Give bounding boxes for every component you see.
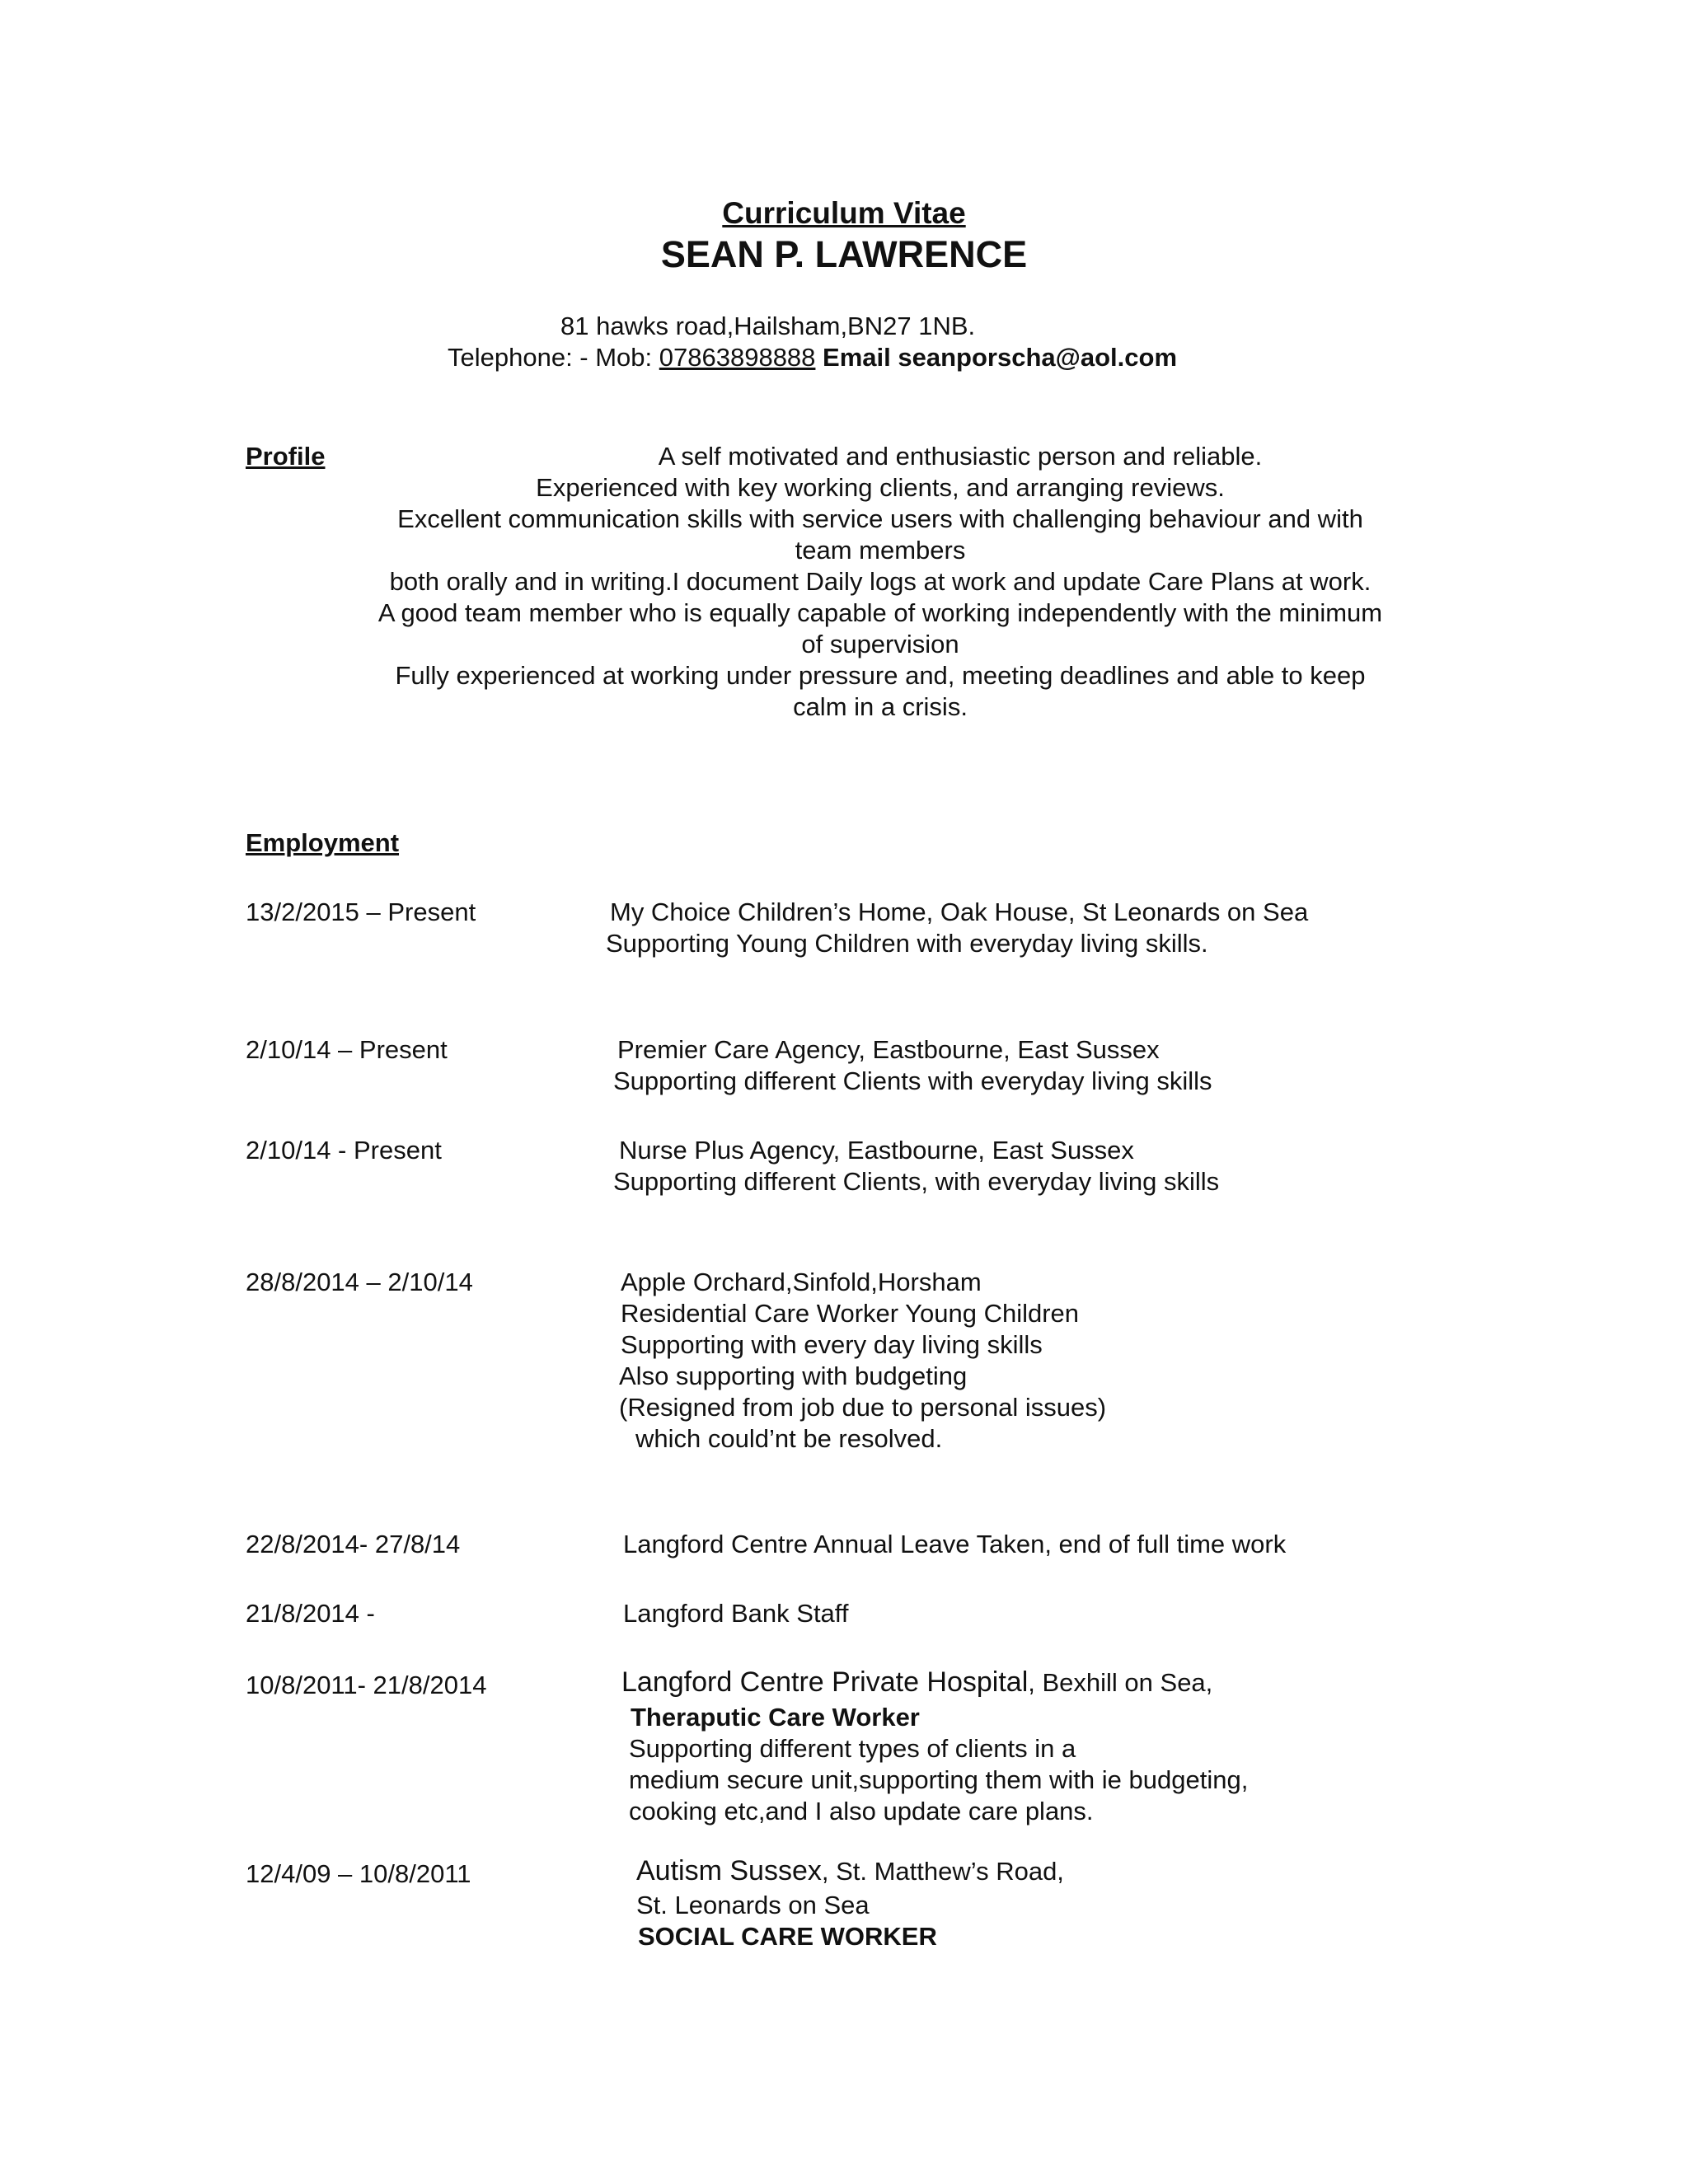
employment-date: 10/8/2011- 21/8/2014 (246, 1671, 487, 1699)
employment-line: Nurse Plus Agency, Eastbourne, East Sussex (619, 1136, 1134, 1165)
employer-name: Langford Centre Private Hospital (621, 1666, 1029, 1698)
profile-line: Excellent communication skills with service users with challenging behaviour and with (397, 504, 1363, 533)
profile-line: A self motivated and enthusiastic person and reliable. (658, 442, 1263, 471)
employment-date: 22/8/2014- 27/8/14 (246, 1530, 461, 1558)
employment-date: 13/2/2015 – Present (246, 898, 476, 926)
employment-line: My Choice Children’s Home, Oak House, St Leonards on Sea (610, 898, 1309, 926)
job-role: SOCIAL CARE WORKER (638, 1922, 937, 1951)
profile-line: both orally and in writing.I document Daily logs at work and update Care Plans at work. (389, 567, 1372, 596)
phone-label: Telephone: - Mob: (448, 343, 659, 372)
employment-line: cooking etc,and I also update care plans. (629, 1797, 1094, 1825)
employment-line: Supporting different types of clients in a (629, 1734, 1076, 1763)
profile-line: Fully experienced at working under pressure and, meeting deadlines and able to keep (395, 661, 1366, 690)
employment-line: Langford Centre Annual Leave Taken, end of full time work (623, 1530, 1287, 1558)
employment-date: 28/8/2014 – 2/10/14 (246, 1268, 473, 1296)
candidate-name: SEAN P. LAWRENCE (660, 233, 1028, 275)
profile-line: Experienced with key working clients, and arranging reviews. (536, 473, 1225, 502)
employment-line: Supporting different Clients with everyday living skills (613, 1066, 1212, 1095)
address: 81 hawks road,Hailsham,BN27 1NB. (560, 312, 976, 340)
employment-line: Premier Care Agency, Eastbourne, East Sussex (617, 1035, 1160, 1064)
contact-line (448, 343, 1177, 373)
employment-line: Also supporting with budgeting (619, 1361, 968, 1390)
employer-name: Autism Sussex (636, 1855, 822, 1886)
profile-line: A good team member who is equally capable of working independently with the minimum (377, 598, 1383, 627)
employment-line: Supporting Young Children with everyday living skills. (606, 929, 1208, 958)
phone-number[interactable]: 07863898888 (659, 343, 816, 372)
employment-line: which could’nt be resolved. (635, 1424, 943, 1453)
employment-date: 2/10/14 – Present (246, 1035, 448, 1064)
employment-line: (Resigned from job due to personal issues) (619, 1393, 1107, 1422)
document-title: Curriculum Vitae (722, 196, 966, 230)
employment-line: Langford Bank Staff (623, 1599, 849, 1628)
employment-line: Apple Orchard,Sinfold,Horsham (621, 1268, 982, 1296)
employment-line: Supporting different Clients, with everyday living skills (613, 1167, 1220, 1196)
employment-place-line (621, 1666, 1212, 1699)
employment-line: medium secure unit,supporting them with ie budgeting, (629, 1765, 1249, 1794)
employment-line: Residential Care Worker Young Children (621, 1299, 1080, 1328)
employment-date: 12/4/09 – 10/8/2011 (246, 1859, 471, 1888)
profile-line: calm in a crisis. (793, 692, 968, 721)
employment-date: 21/8/2014 - (246, 1599, 375, 1628)
profile-line: of supervision (801, 630, 959, 658)
profile-line: team members (795, 536, 966, 565)
employment-line: St. Leonards on Sea (636, 1891, 870, 1919)
profile-heading: Profile (246, 442, 326, 471)
employer-location: , Bexhill on Sea, (1028, 1668, 1213, 1697)
employment-line: Supporting with every day living skills (621, 1330, 1043, 1359)
email-address[interactable]: seanporscha@aol.com (898, 343, 1178, 372)
employer-location: , St. Matthew’s Road, (821, 1857, 1064, 1886)
employment-place-line (636, 1855, 1064, 1887)
employment-heading: Employment (246, 828, 400, 857)
job-role: Theraputic Care Worker (631, 1703, 920, 1732)
employment-date: 2/10/14 - Present (246, 1136, 442, 1165)
email-label: Email (823, 343, 891, 372)
